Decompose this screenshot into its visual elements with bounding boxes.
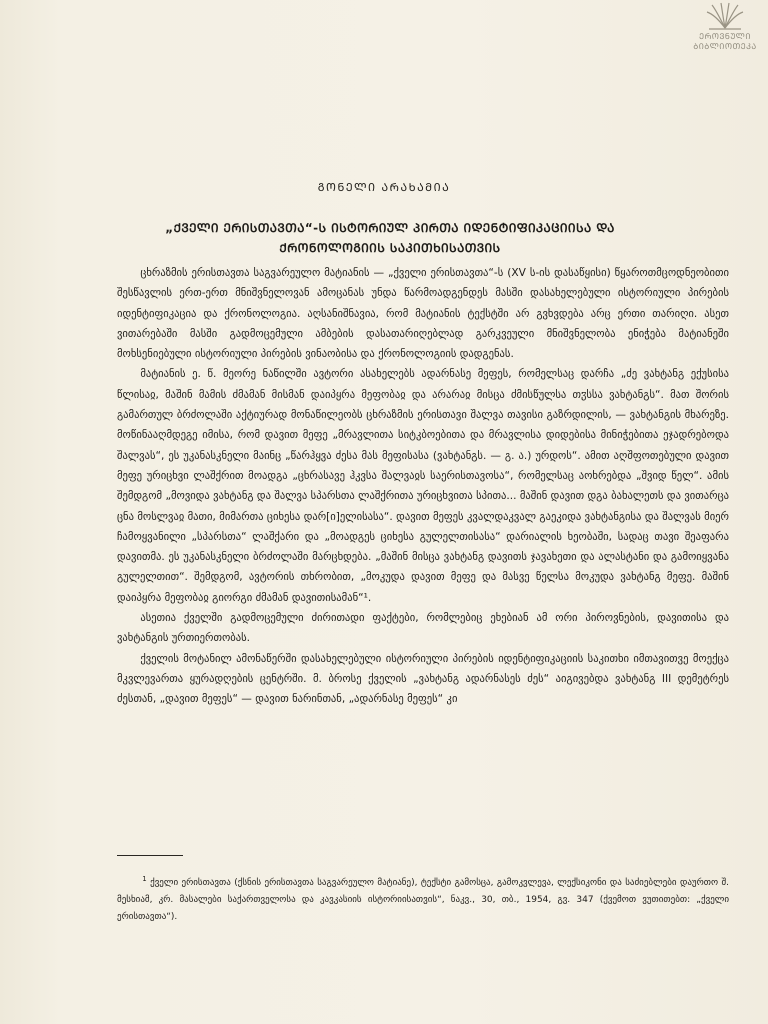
article-body	[117, 263, 729, 710]
paragraph: ცხრაზმის ერისთავთა საგვარეულო მატიანის — „ქველი ერისთავთა“-ს (XV ს-ის დასაწყისი) წყაროთმცოდნეობითი შესწავლის ერთ-ერთ მნიშვნელოვან ამოცანას უნდა წარმოადგენდეს მასში დასახელებული ისტორიული პირების იდენტიფიკაცია და ქრონოლოგია. აღსანიშნავია, რომ მატიანის ტექსტში არ გვხვდება არც ერთი თარიღი. ასეთ ვითარებაში მასში გადმოცემული ამბების დასათარიღებლად გარკვეული მნიშვნელობა ენიჭება მატიანეში მოხსენიებული ისტორიული პირების ვინაობისა და ქრონოლოგიის დადგენას.	[117, 267, 729, 361]
stamp-text-line1: ᲔᲠᲝᲕᲜᲣᲚᲘ	[699, 32, 751, 41]
footnote-marker: 1	[142, 875, 147, 883]
footnote-text: ქველი ერისთავთა (ქსნის ერისთავთა საგვარეულო მატიანე), ტექსტი გამოსცა, გამოკვლევა, ლექსიკონი და საძიებლები დაურთო შ. მესხიამ, კრ. მასალები საქართველოსა და კავკასიის ისტორიისათვის“, ნაკვ., 30, თბ., 1954, გვ. 347 (ქვემოთ ვუთითებთ: „ქველი ერისთავთა“).	[117, 878, 729, 922]
library-stamp	[690, 2, 760, 60]
paragraph: ქველის მოტანილ ამონაწერში დასახელებული ისტორიული პირების იდენტიფიკაციის საკითხი იმთავითვე მოექცა მკვლევართა ყურადღების ცენტრში. მ. ბროსე ქველის „ვახტანგ ადარნასეს ძეს“ აიგივებდა ვახტანგ III დემეტრეს ძესთან, „დავით მეფეს“ — დავით ნარინთან, „ადარნასე მეფეს“ კი	[117, 652, 729, 706]
author-name: ᲒᲝᲜᲔᲚᲘ ᲐᲠᲐᲮᲐᲛᲘᲐ	[317, 181, 451, 194]
paragraph: ასეთია ქველში გადმოცემული ძირითადი ფაქტები, რომლებიც ეხებიან ამ ორი პიროვნების, დავითისა და ვახტანგის ურთიერთობას.	[117, 612, 729, 645]
footnote-divider	[117, 855, 183, 856]
stamp-text-line2: ᲑᲘᲑᲚᲘᲝᲗᲔᲙᲐ	[693, 42, 757, 51]
paragraph: მატიანის ე. წ. მეორე ნაწილში ავტორი ასახელებს ადარნასე მეფეს, რომელსაც დარჩა „ძე ვახტანგ ექუსისა წლისაჲ, მაშინ მამის ძმამან მისმან დაიპყრა მეფობაჲ და არარაჲ მისცა ძმისწულსა თჳსსა ვახტანგს“. მათ შორის გამართულ ბრძოლაში აქტიურად მონაწილეობს ცხრაზმის ერისთავი შალვა თავისი გაზრდილის, — ვახტანგის მხარეზე. მოწინააღმდეგე იმისა, რომ დავით მეფე „მრავლითა სიტკბოებითა და მრავლისა დიდებისა მინიჭებითა ეჯადრებოდა შალვას“, ეს უკანასკნელი მაინც „წარჰყვა ძესა მას მეფისასა (ვახტანგს. — გ. ა.) ურდოს“. ამით აღშფოთებული დავით მეფე ურიცხვი ლაშქრით მოადგა „ცხრასავე ჰკვსა შალვაჲს საერისთავოსა“, რომელსაც აოხრებდა „შვიდ წელ“. ამის შემდგომ „მოვიდა ვახტანგ და შალვა სპარსთა ლაშქრითა ურიცხვითა სპითა... მაშინ დავით დგა ბახალეთს და ვითარცა ცნა მოსლვაჲ მათი, მიმართა ციხესა დარ[ი]ელისასა“. დავით მეფეს კვალდაკვალ გაეკიდა ვახტანგისა და შალვას მიერ ჩამოყვანილი „სპარსთა“ ლაშქარი და „მოადგეს ციხესა გულელთისასა“ დარიალის ხეობაში, სადაც თავი შეაფარა დავითმა. ეს უკანასკნელი ბრძოლაში მარცხდება. „მაშინ მისცა ვახტანგ დავითს ჯავახეთი და ალასტანი და გამოიყვანა გულელთით“. შემდგომ, ავტორის თხრობით, „მოკუდა დავით მეფე და მასვე წელსა მოკუდა ვახტანგ მეფე. მაშინ დაიპყრა მეფობაჲ გიორგი ძმამან დავითისამან“¹.	[117, 368, 729, 604]
book-emblem-icon	[703, 2, 747, 32]
footnote	[117, 875, 729, 926]
article-title: „ᲥᲕᲔᲚᲘ ᲔᲠᲘᲡᲗᲐᲕᲗᲐ“-Ს ᲘᲡᲢᲝᲠᲘᲣᲚ ᲞᲘᲠᲗᲐ ᲘᲓᲔᲜᲢᲘᲤᲘᲙᲐᲪᲘᲘᲡᲐ ᲓᲐ ᲥᲠᲝᲜᲝᲚᲝᲒᲘᲘᲡ ᲡᲐᲙᲘᲗᲮᲘᲡᲐᲗᲕᲘᲡ	[165, 221, 615, 255]
